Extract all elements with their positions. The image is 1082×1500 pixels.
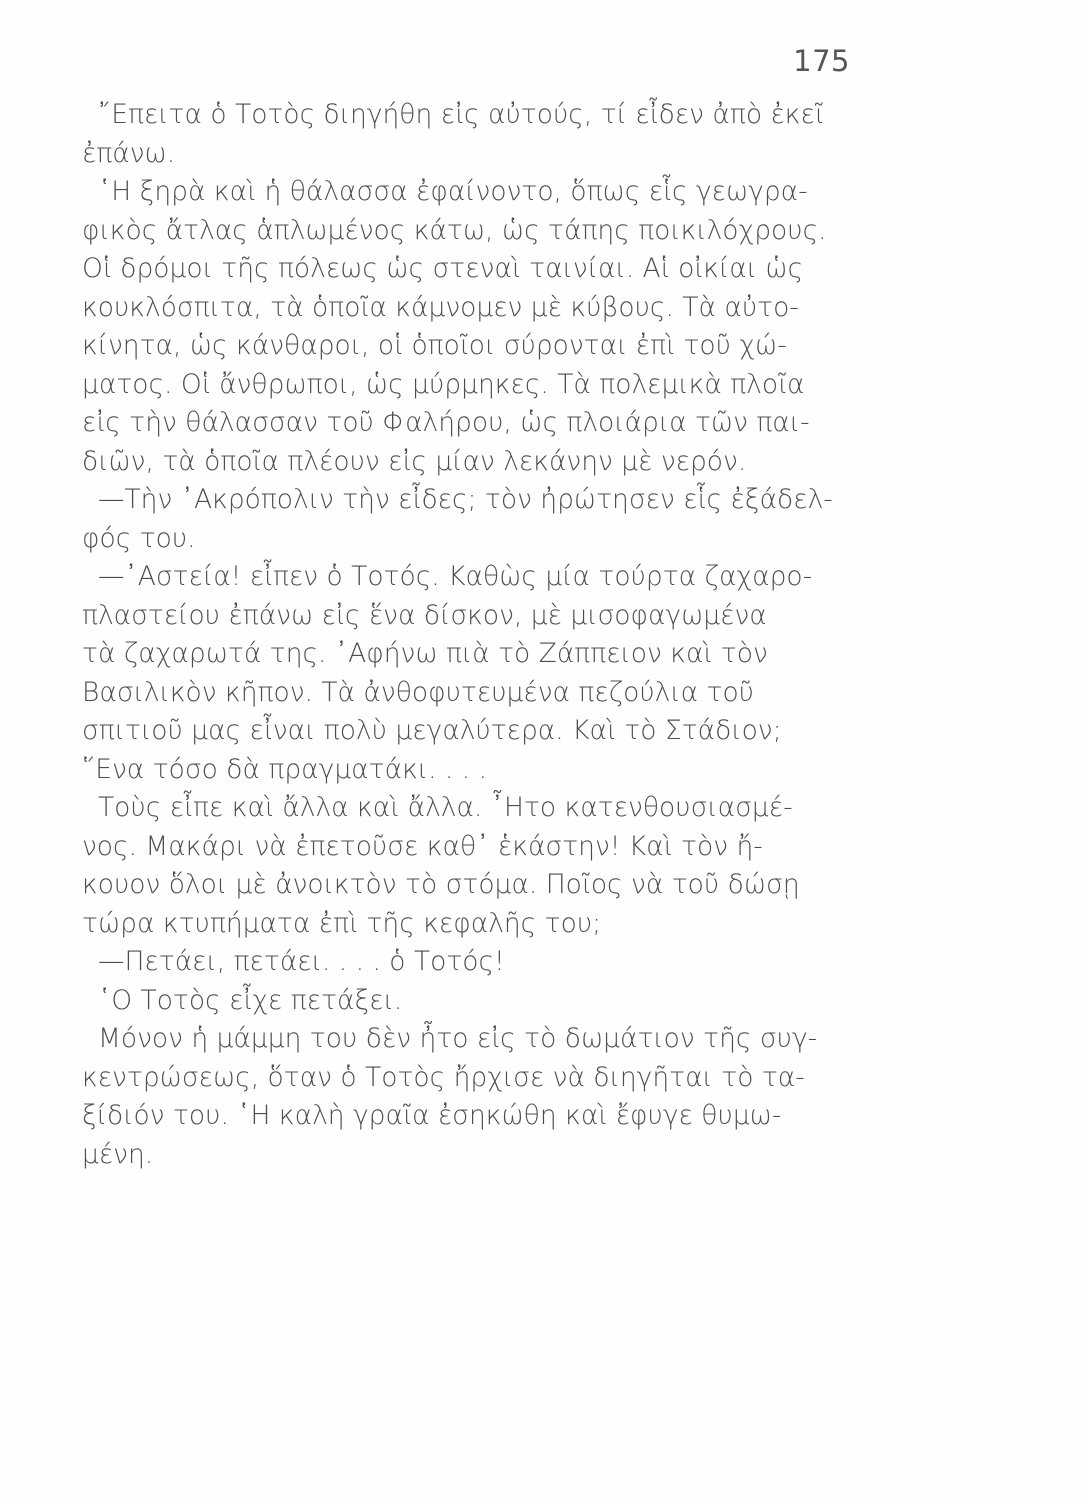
text-line: κουκλόσπιτα, τὰ ὁποῖα κάμνομεν μὲ κύβους. Τὰ αὐτο- — [82, 291, 799, 323]
text-line: πλαστείου ἐπάνω εἰς ἕνα δίσκον, μὲ μισοφαγωμένα — [82, 599, 767, 631]
text-line: ῾Η ξηρὰ καὶ ἡ θάλασσα ἐφαίνοντο, ὅπως εἷς γεωγρα- — [98, 176, 808, 207]
text-line: ῞Ενα τόσο δὰ πραγματάκι. . . . — [82, 753, 488, 785]
text-line: κουον ὅλοι μὲ ἀνοικτὸν τὸ στόμα. Ποῖος νὰ τοῦ δώσῃ — [82, 869, 800, 900]
text-line: —Πετάει, πετάει. . . . ὁ Τοτός! — [98, 946, 505, 977]
text-line: ῎Επειτα ὁ Τοτὸς διηγήθη εἰς αὐτούς, τί εἶδεν ἀπὸ ἐκεῖ — [98, 99, 824, 130]
text-line: μένη. — [82, 1138, 154, 1170]
text-line: φικὸς ἄτλας ἁπλωμένος κάτω, ὡς τάπης ποικιλόχρους. — [82, 214, 827, 246]
text-line: Τοὺς εἶπε καὶ ἄλλα καὶ ἄλλα. ῏Ητο κατενθουσιασμέ- — [98, 792, 793, 823]
body-text — [82, 96, 902, 1174]
text-line: —Τὴν ᾿Ακρόπολιν τὴν εἶδες; τὸν ἠρώτησεν εἷς ἐξάδελ- — [98, 484, 833, 515]
text-line: σπιτιοῦ μας εἶναι πολὺ μεγαλύτερα. Καὶ τὸ Στάδιον; — [82, 715, 782, 746]
text-line: ξίδιόν του. ῾Η καλὴ γραῖα ἐσηκώθη καὶ ἔφυγε θυμω- — [82, 1100, 782, 1131]
text-line: ματος. Οἱ ἄνθρωποι, ὡς μύρμηκες. Τὰ πολεμικὰ πλοῖα — [82, 368, 805, 400]
text-line: τὰ ζαχαρωτά της. ᾿Αφήνω πιὰ τὸ Ζάππειον καὶ τὸν — [82, 638, 768, 669]
text-line: νος. Μακάρι νὰ ἐπετοῦσε καθ᾿ ἑκάστην! Καὶ τὸν ἤ- — [82, 830, 763, 862]
text-line: κίνητα, ὡς κάνθαροι, οἱ ὁποῖοι σύρονται ἐπὶ τοῦ χώ- — [82, 330, 787, 361]
page-number: 175 — [793, 44, 850, 78]
text-line: Οἱ δρόμοι τῆς πόλεως ὡς στεναὶ ταινίαι. Αἱ οἰκίαι ὡς — [82, 253, 804, 284]
text-line: Βασιλικὸν κῆπον. Τὰ ἀνθοφυτευμένα πεζούλια τοῦ — [82, 676, 754, 708]
text-line: διῶν, τὰ ὁποῖα πλέουν εἰς μίαν λεκάνην μὲ νερόν. — [82, 445, 747, 477]
text-line: κεντρώσεως, ὅταν ὁ Τοτὸς ἤρχισε νὰ διηγῆται τὸ τα- — [82, 1061, 805, 1093]
text-line: ῾Ο Τοτὸς εἶχε πετάξει. — [98, 984, 403, 1016]
text-line: Μόνον ἡ μάμμη του δὲν ἦτο εἰς τὸ δωμάτιον τῆς συγ- — [98, 1023, 818, 1054]
text-line: —᾿Αστεία! εἶπεν ὁ Τοτός. Καθὼς μία τούρτα ζαχαρο- — [98, 561, 813, 592]
text-line: τώρα κτυπήματα ἐπὶ τῆς κεφαλῆς του; — [82, 907, 602, 939]
text-line: εἰς τὴν θάλασσαν τοῦ Φαλήρου, ὡς πλοιάρια τῶν παι- — [82, 407, 810, 438]
text-line: φός του. — [82, 522, 196, 554]
text-line: ἐπάνω. — [82, 137, 176, 169]
